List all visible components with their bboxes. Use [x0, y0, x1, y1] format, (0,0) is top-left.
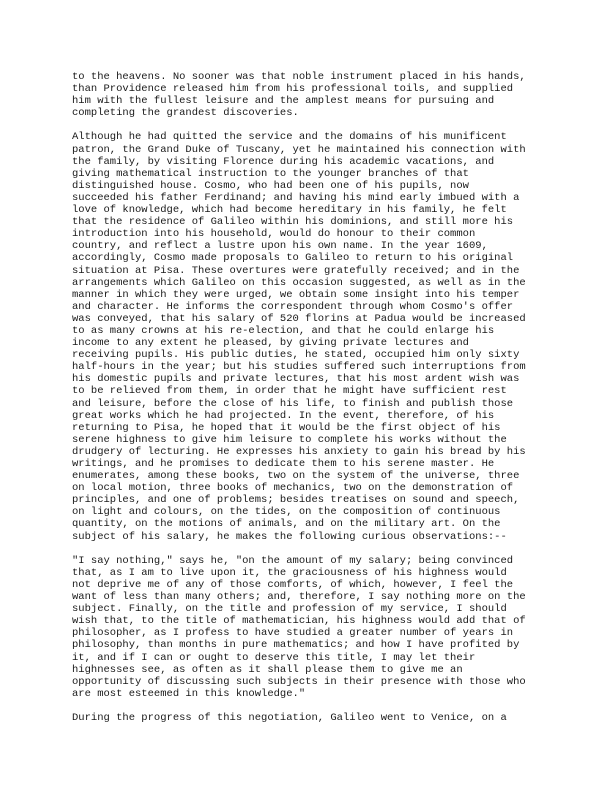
paragraph	[72, 712, 592, 724]
text-line: quantity, on the motions of animals, and on the military art. On the	[72, 518, 501, 531]
text-line: to the heavens. No sooner was that noble instrument placed in his hands,	[72, 71, 526, 83]
text-line: than Providence released him from his professional toils, and supplied	[72, 83, 514, 96]
text-line: are most esteemed in this knowledge."	[72, 687, 306, 700]
text-line: serene highness to give him leisure to complete his works without the	[72, 433, 507, 446]
text-line: on local motion, three books of mechanics, two on the demonstration of	[72, 482, 514, 495]
text-line: returning to Pisa, he hoped that it would be the first object of his	[72, 421, 501, 434]
text-line: it, and if I can or ought to deserve this title, I may let their	[72, 651, 476, 664]
text-line: half-hours in the year; but his studies suffered such interruptions from	[72, 361, 526, 374]
text-line: great works which he had projected. In the event, therefore, of his	[72, 409, 495, 422]
text-line: the family, by visiting Florence during his academic vacations, and	[72, 155, 495, 168]
text-line: completing the grandest discoveries.	[72, 107, 299, 120]
text-line: subject. Finally, on the title and profession of my service, I should	[72, 603, 507, 616]
text-line: distinguished house. Cosmo, who had been one of his pupils, now	[72, 179, 469, 192]
text-line: and character. He informs the correspondent through whom Cosmo's offer	[72, 300, 514, 313]
text-line: highnesses see, as often as it shall please them to give me an	[72, 663, 463, 676]
text-line: to be relieved from them, in order that he might have sufficient rest	[72, 385, 507, 398]
text-line: that, as I am to live upon it, the graciousness of his highness would	[72, 566, 507, 579]
text-line: During the progress of this negotiation, Galileo went to Venice, on a	[72, 711, 507, 724]
text-line: philosophy, than months in pure mathematics; and how I have profited by	[72, 639, 520, 652]
text-line: was conveyed, that his salary of 520 florins at Padua would be increased	[72, 312, 526, 325]
text-line: love of knowledge, which had become hereditary in his family, he felt	[72, 204, 507, 217]
text-line: him with the fullest leisure and the amplest means for pursuing and	[72, 95, 495, 108]
text-line: Although he had quitted the service and the domains of his munificent	[72, 131, 507, 144]
text-line: giving mathematical instruction to the younger branches of that	[72, 167, 469, 180]
text-line: that the residence of Galileo within his dominions, and still more his	[72, 216, 514, 229]
text-line: "I say nothing," says he, "on the amount of my salary; being convinced	[72, 554, 514, 567]
text-line: not deprive me of any of those comforts, of which, however, I feel the	[72, 578, 514, 591]
text-line: his domestic pupils and private lectures, that his most ardent wish was	[72, 373, 520, 386]
text-line: principles, and one of problems; besides treatises on sound and speech,	[72, 494, 520, 507]
text-line: situation at Pisa. These overtures were gratefully received; and in the	[72, 264, 520, 277]
document-page	[72, 71, 592, 736]
text-line: subject of his salary, he makes the following curious observations:--	[72, 530, 507, 543]
text-line: income to any extent he pleased, by giving private lectures and	[72, 337, 469, 350]
text-line: to as many crowns at his re-election, and that he could enlarge his	[72, 324, 495, 337]
text-line: on light and colours, on the tides, on the composition of continuous	[72, 506, 501, 519]
text-line: and leisure, before the close of his life, to finish and publish those	[72, 397, 514, 410]
text-line: philosopher, as I profess to have studied a greater number of years in	[72, 627, 514, 640]
text-line: succeeded his father Ferdinand; and having his mind early imbued with a	[72, 191, 520, 204]
text-line: accordingly, Cosmo made proposals to Galileo to return to his original	[72, 252, 514, 265]
text-line: enumerates, among these books, two on the system of the universe, three	[72, 470, 520, 483]
text-line: manner in which they were urged, we obtain some insight into his temper	[72, 288, 520, 301]
text-line: writings, and he promises to dedicate them to his serene master. He	[72, 458, 495, 470]
text-line: country, and reflect a lustre upon his own name. In the year 1609,	[72, 240, 488, 253]
paragraph	[72, 555, 592, 700]
text-line: wish that, to the title of mathematician, his highness would add that of	[72, 615, 526, 628]
text-line: introduction into his household, would do honour to their common	[72, 228, 476, 241]
text-line: patron, the Grand Duke of Tuscany, yet he maintained his connection with	[72, 143, 526, 156]
text-line: want of less than many others; and, therefore, I say nothing more on the	[72, 591, 526, 604]
paragraph	[72, 71, 592, 119]
paragraph	[72, 131, 592, 542]
text-line: receiving pupils. His public duties, he stated, occupied him only sixty	[72, 349, 520, 362]
text-line: drudgery of lecturing. He expresses his anxiety to gain his bread by his	[72, 445, 526, 458]
text-line: opportunity of discussing such subjects in their presence with those who	[72, 675, 526, 688]
text-line: arrangements which Galileo on this occasion suggested, as well as in the	[72, 276, 526, 289]
